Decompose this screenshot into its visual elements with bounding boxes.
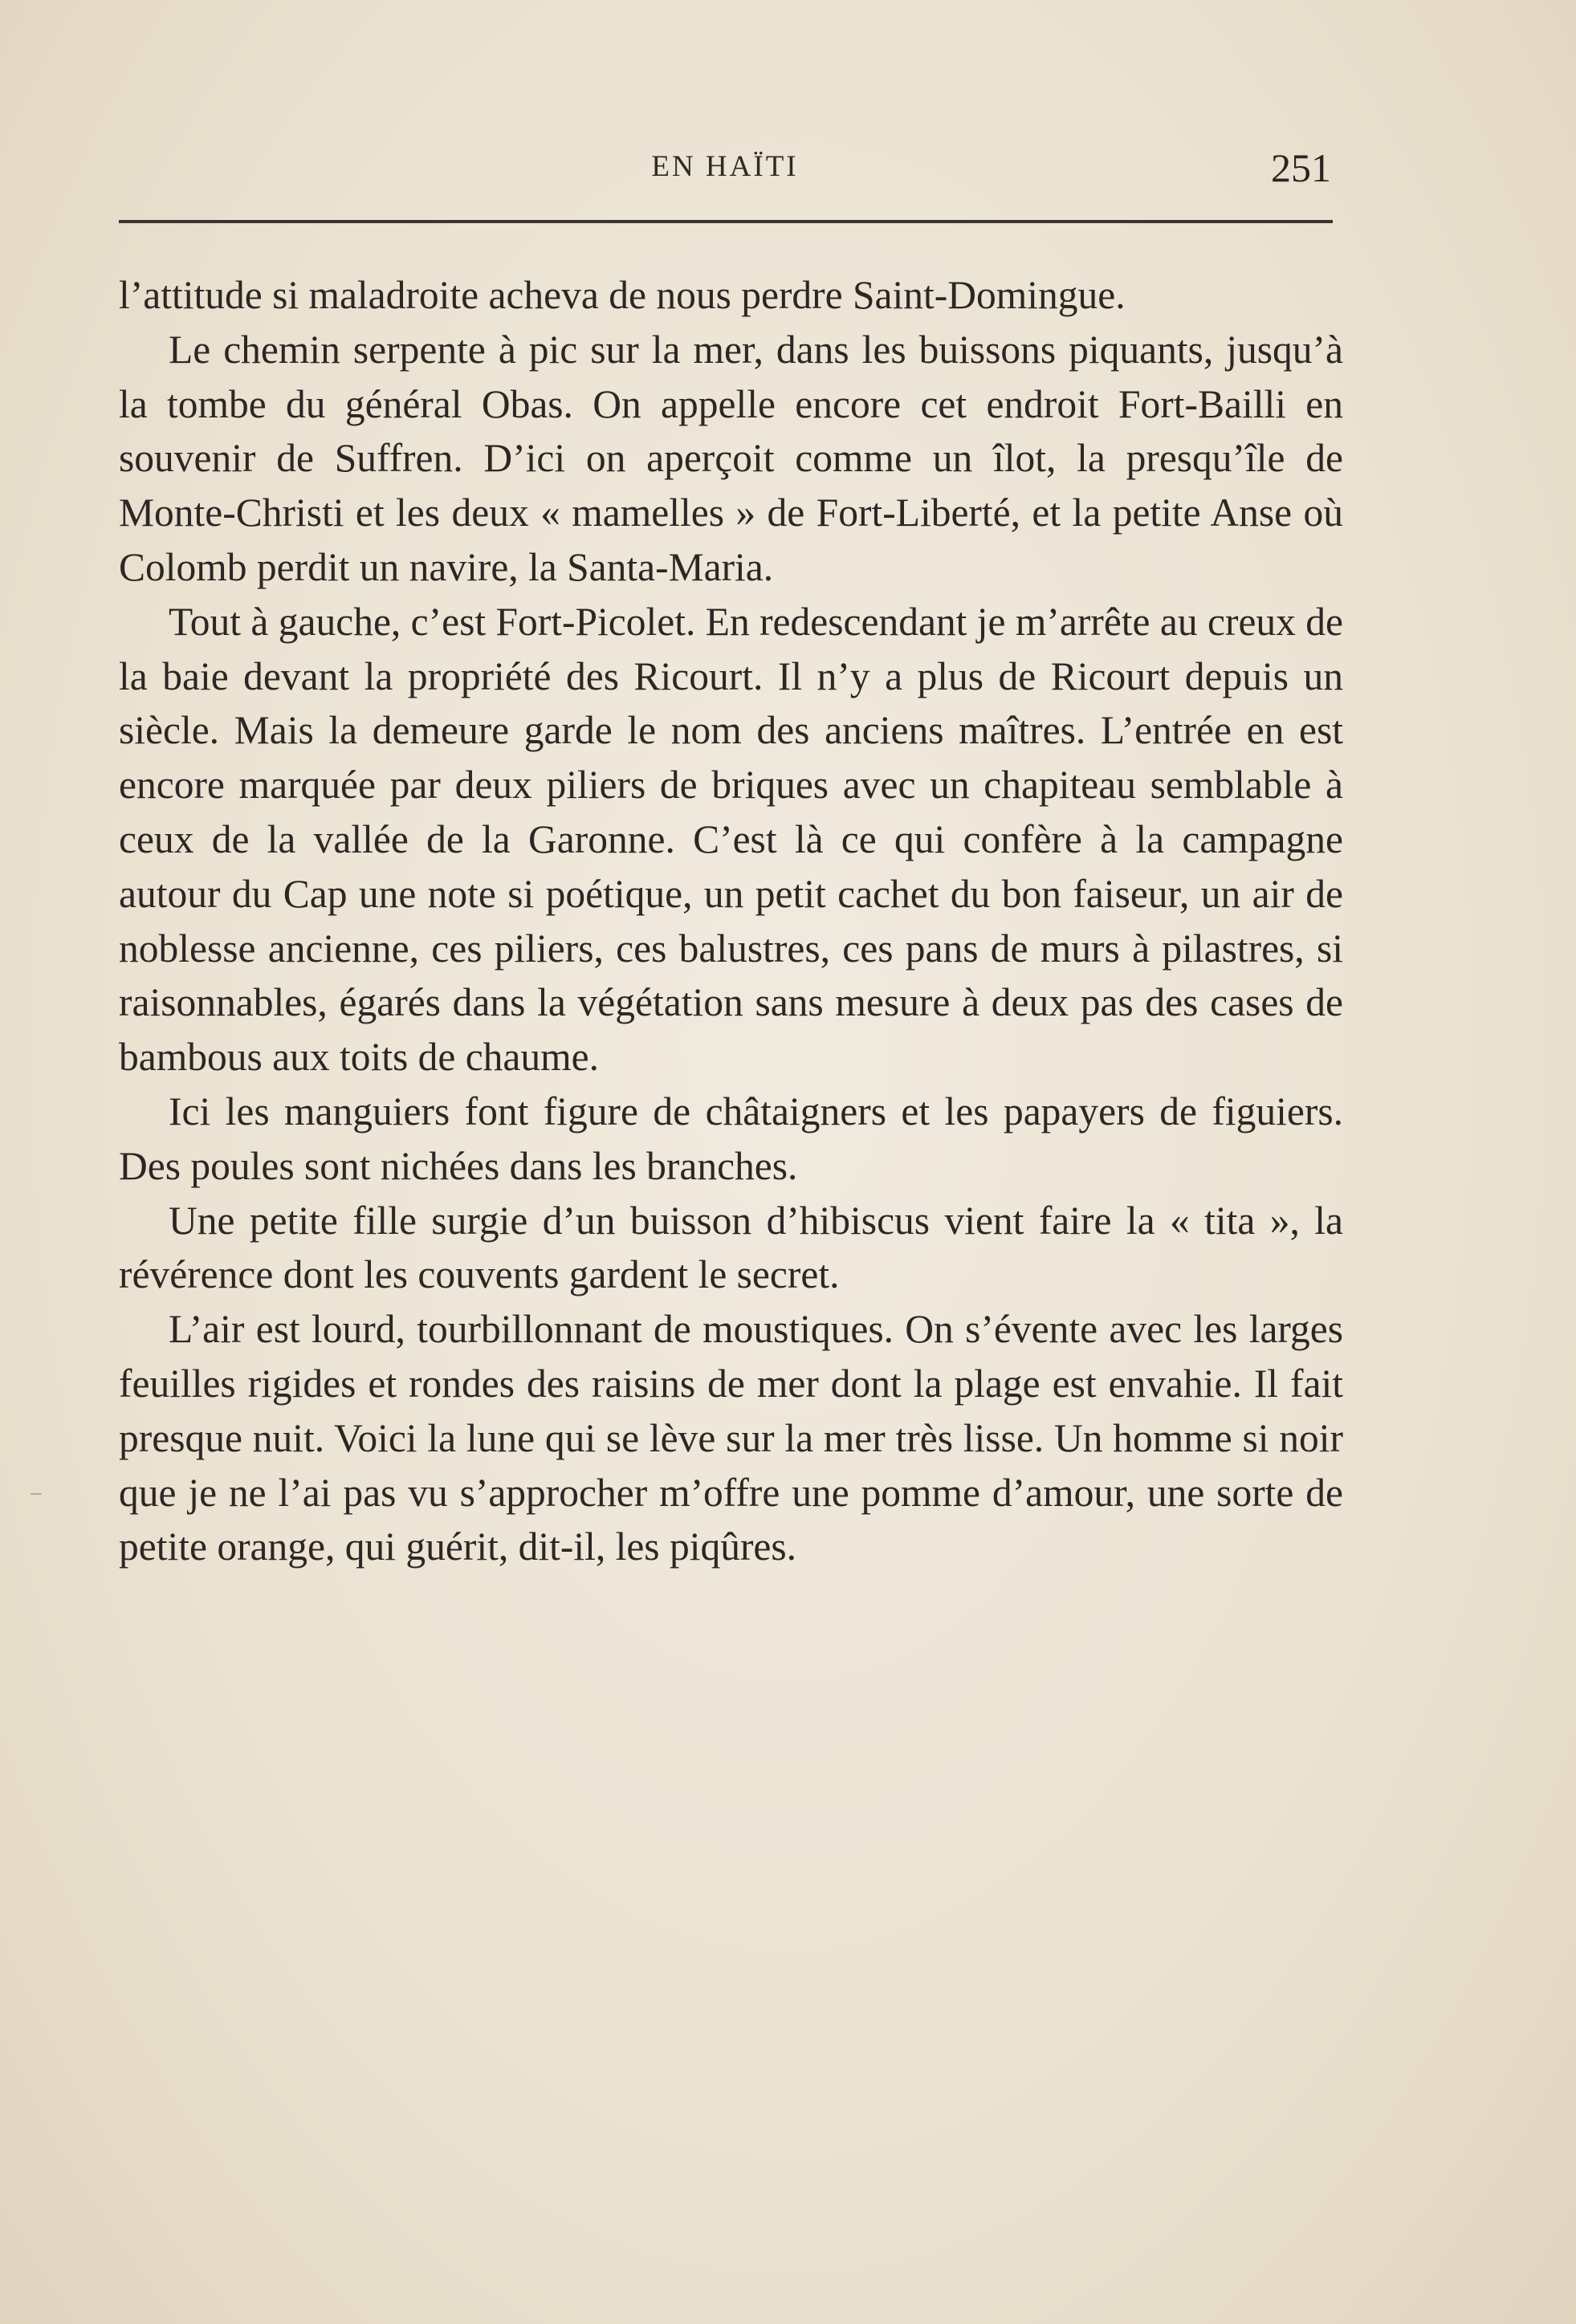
margin-mark: [31, 1493, 42, 1495]
running-title: EN HAÏTI: [651, 150, 799, 183]
page-header: [119, 144, 1331, 201]
paragraph: Une petite fille surgie d’un buisson d’hibiscus vient faire la « tita », la révérence dont les couvents gardent le secret.: [119, 1198, 1343, 1297]
paragraph: L’air est lourd, tourbillonnant de moustiques. On s’évente avec les larges feuilles rigides et rondes des raisins de mer dont la plage est envahie. Il fait presque nuit. Voici la lune qui se lève sur la mer très lisse. Un homme si noir que je ne l’ai pas vu s’approcher m’offre une pomme d’amour, une sorte de petite orange, qui guérit, dit-il, les piqûres.: [119, 1307, 1343, 1569]
paragraph: Le chemin serpente à pic sur la mer, dans les buissons piquants, jusqu’à la tombe du général Obas. On appelle encore cet endroit Fort-Bailli en souvenir de Suffren. D’ici on aperçoit comme un îlot, la presqu’île de Monte-Christi et les deux « mamelles » de Fort-Liberté, et la petite Anse où Colomb perdit un navire, la Santa-Maria.: [119, 327, 1343, 589]
header-rule: [119, 220, 1333, 223]
paragraph-continuation: l’attitude si maladroite acheva de nous perdre Saint-Domingue.: [119, 273, 1126, 317]
body-text: [119, 268, 1343, 1574]
paragraph: Tout à gauche, c’est Fort-Picolet. En redescendant je m’arrête au creux de la baie devant la propriété des Ricourt. Il n’y a plus de Ricourt depuis un siècle. Mais la demeure garde le nom des anciens maîtres. L’entrée en est encore marquée par deux piliers de briques avec un chapiteau semblable à ceux de la vallée de la Garonne. C’est là ce qui confère à la campagne autour du Cap une note si poétique, un petit cachet du bon faiseur, un air de noblesse ancienne, ces piliers, ces balustres, ces pans de murs à pilastres, si raisonnables, égarés dans la végétation sans mesure à deux pas des cases de bambous aux toits de chaume.: [119, 599, 1344, 1080]
paragraph: Ici les manguiers font figure de châtaigners et les papayers de figuiers. Des poules sont nichées dans les branches.: [119, 1089, 1343, 1188]
page-number: 251: [1271, 145, 1331, 190]
